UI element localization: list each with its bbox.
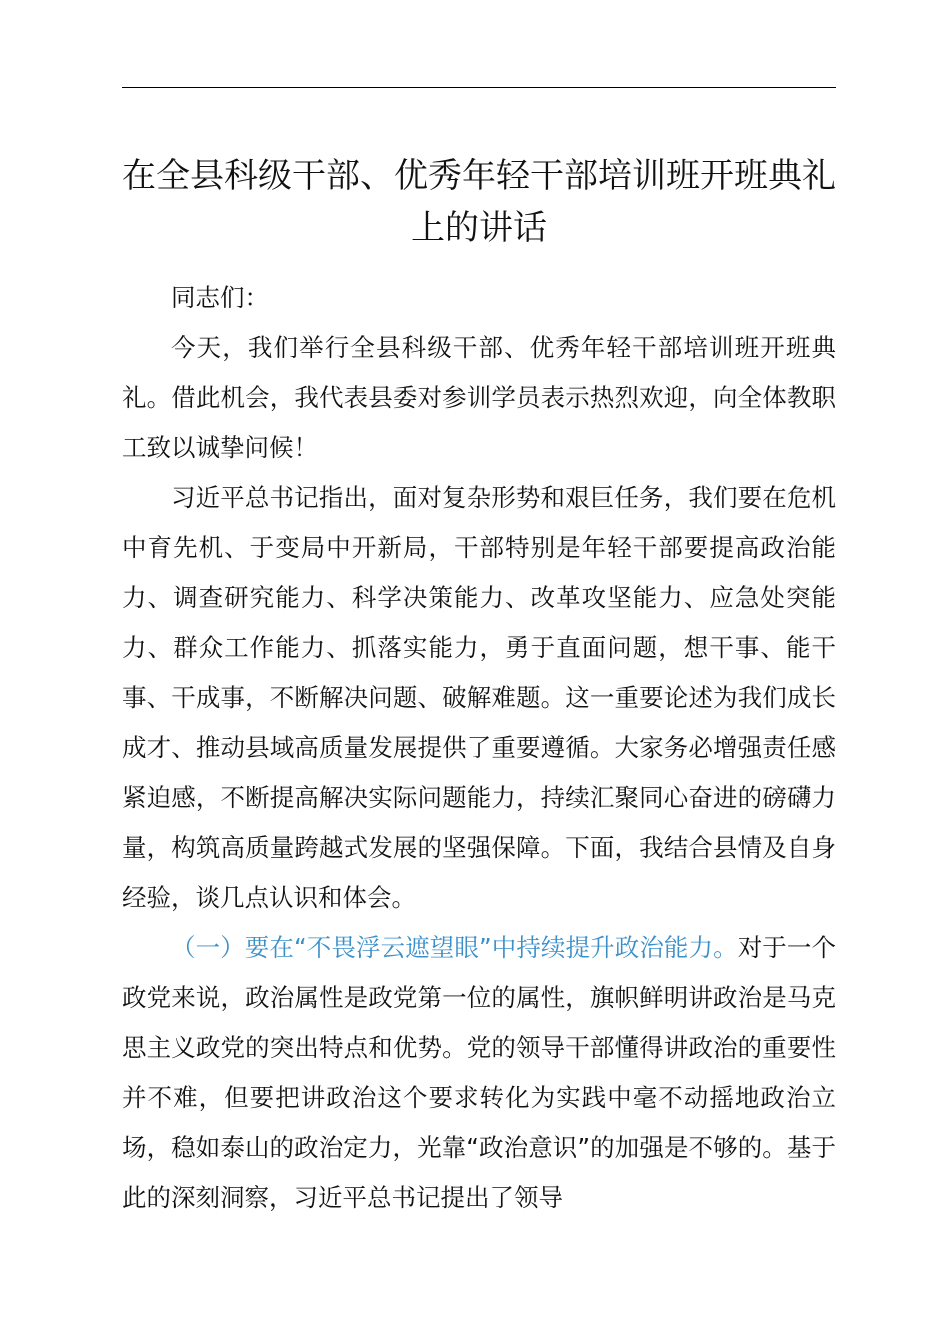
section-1-text: 对于一个政党来说，政治属性是政党第一位的属性，旗帜鲜明讲政治是马克思主义政党的突出特点和优势。党的领导干部懂得讲政治的重要性并不难，但要把讲政治这个要求转化为实践中毫不动摇地政治立场，稳如泰山的政治定力，光靠“政治意识”的加强是不够的。基于此的深刻洞察，习近平总书记提出了领导 xyxy=(122,933,836,1212)
paragraph-opening: 今天，我们举行全县科级干部、优秀年轻干部培训班开班典礼。借此机会，我代表县委对参训学员表示热烈欢迎，向全体教职工致以诚挚问候！ xyxy=(122,333,836,462)
paragraph-instruction: 习近平总书记指出，面对复杂形势和艰巨任务，我们要在危机中育先机、于变局中开新局，干部特别是年轻干部要提高政治能力、调查研究能力、科学决策能力、改革攻坚能力、应急处突能力、群众工作能力、抓落实能力，勇于直面问题，想干事、能干事、干成事，不断解决问题、破解难题。这一重要论述为我们成长成才、推动县域高质量发展提供了重要遵循。大家务必增强责任感紧迫感，不断提高解决实际问题能力，持续汇聚同心奋进的磅礴力量，构筑高质量跨越式发展的坚强保障。下面，我结合县情及自身经验，谈几点认识和体会。 xyxy=(122,483,836,912)
section-1-heading: （一）要在“不畏浮云遮望眼”中持续提升政治能力。 xyxy=(171,933,738,962)
header-rule xyxy=(122,87,836,88)
section-1-paragraph xyxy=(122,923,836,1223)
document-title: 在全县科级干部、优秀年轻干部培训班开班典礼上的讲话 xyxy=(122,156,836,248)
greeting: 同志们： xyxy=(171,283,269,312)
